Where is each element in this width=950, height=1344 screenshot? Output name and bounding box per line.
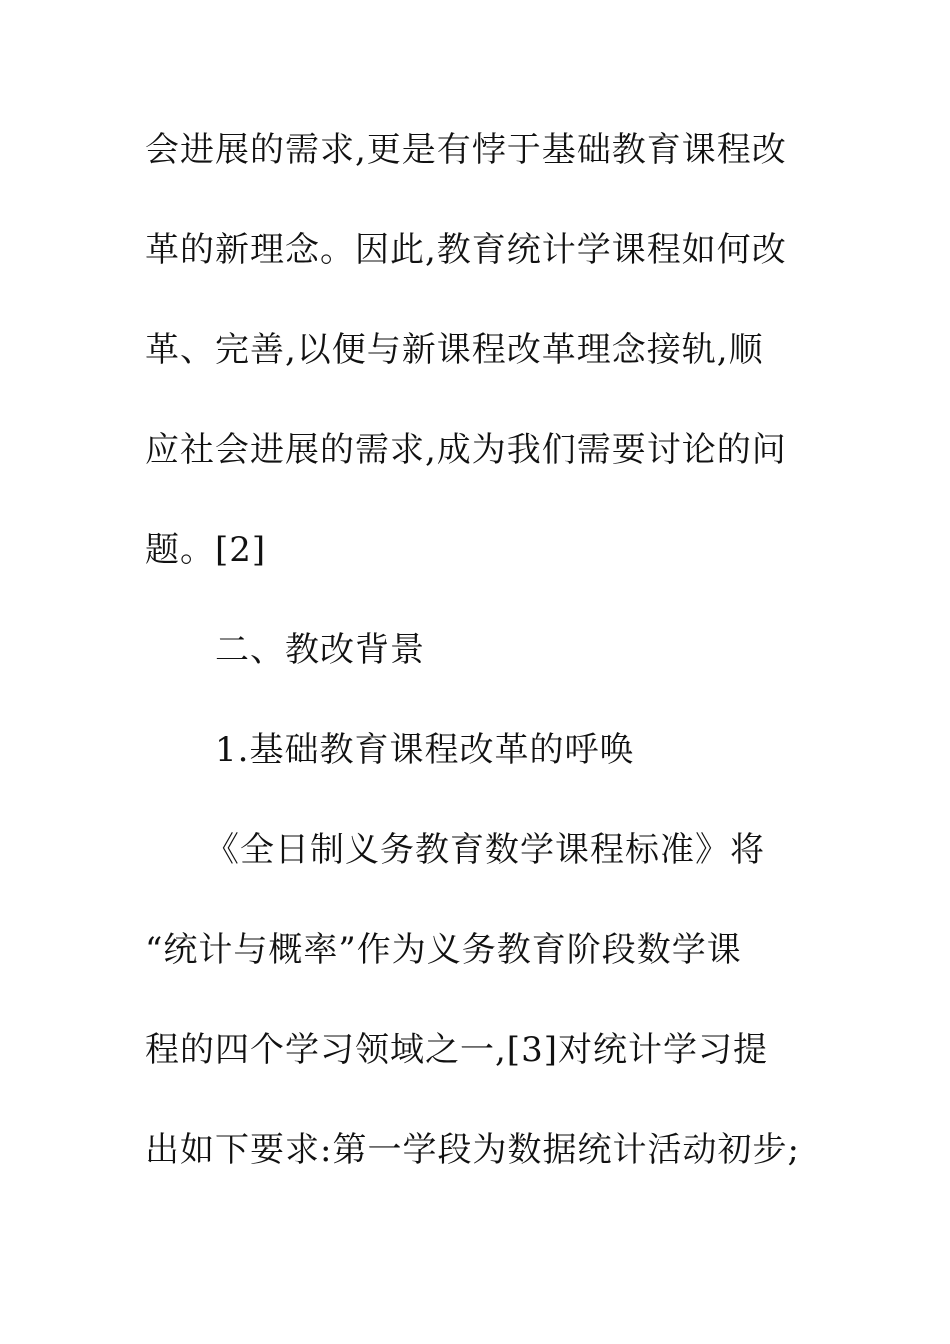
paragraph-line: 程的四个学习领域之一,[3]对统计学习提	[145, 1030, 768, 1070]
paragraph-line: 应社会进展的需求,成为我们需要讨论的问	[145, 430, 787, 470]
paragraph-line: 出如下要求:第一学段为数据统计活动初步;	[145, 1130, 800, 1170]
paragraph-line: 会进展的需求,更是有悖于基础教育课程改	[145, 130, 787, 170]
subsection-heading: 1.基础教育课程改革的呼唤	[215, 730, 635, 770]
paragraph-line: 革、完善,以便与新课程改革理念接轨,顺	[145, 330, 764, 370]
paragraph-line: 《全日制义务教育数学课程标准》将	[205, 830, 765, 870]
section-heading: 二、教改背景	[215, 630, 425, 670]
paragraph-line: “统计与概率”作为义务教育阶段数学课	[145, 930, 742, 970]
paragraph-line: 题。[2]	[145, 530, 267, 570]
paragraph-line: 革的新理念。因此,教育统计学课程如何改	[145, 230, 787, 270]
